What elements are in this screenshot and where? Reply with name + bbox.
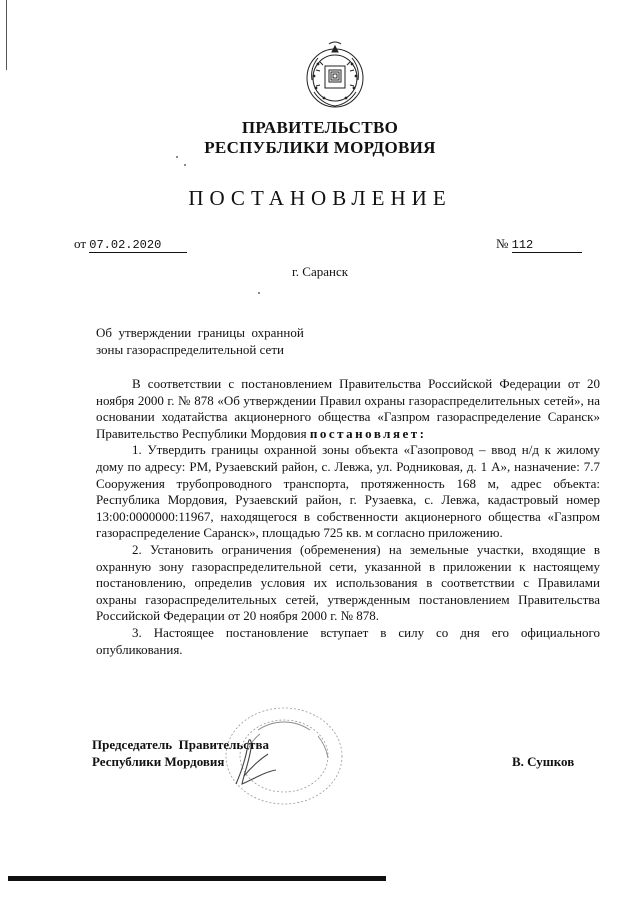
scan-speck xyxy=(176,156,178,158)
coat-of-arms-emblem xyxy=(302,40,368,110)
document-date xyxy=(74,236,187,253)
subject-line1: Об утверждении границы охранной xyxy=(96,325,304,340)
government-name-line1: ПРАВИТЕЛЬСТВО xyxy=(241,118,399,137)
preamble-text: В соответствии с постановлением Правительства Российской Федерации от 20 ноября 2000 г. № 878 «Об утверждении Правил охраны газораспределительных сетей», на основании ходатайства акционерного общества «Газпром газораспределение Саранск» Правительство Республики Мордовия xyxy=(96,376,600,441)
signatory-title xyxy=(92,736,269,770)
signatory-title-line2: Республики Мордовия xyxy=(92,754,225,769)
document-body xyxy=(96,376,600,658)
item-3-paragraph: 3. Настоящее постановление вступает в силу со дня его официального опубликования. xyxy=(96,624,600,657)
date-value: 07.02.2020 xyxy=(89,238,187,253)
scan-speck xyxy=(184,164,186,166)
number-value: 112 xyxy=(512,238,582,253)
scan-bottom-bar xyxy=(8,876,386,881)
scan-edge-line xyxy=(6,0,7,70)
signatory-title-line1: Председатель Правительства xyxy=(92,737,269,752)
number-prefix: № xyxy=(496,236,509,251)
preamble-paragraph xyxy=(96,376,600,442)
date-prefix: от xyxy=(74,236,87,251)
subject-line2: зоны газораспределительной сети xyxy=(96,342,284,357)
scan-speck xyxy=(258,292,260,294)
resolves-word: постановляет: xyxy=(309,425,427,441)
document-type-title: ПОСТАНОВЛЕНИЕ xyxy=(188,186,452,210)
document-subject xyxy=(96,324,356,358)
signatory-name: В. Сушков xyxy=(512,754,575,769)
issue-city: г. Саранск xyxy=(291,264,349,279)
item-1-paragraph: 1. Утвердить границы охранной зоны объекта «Газопровод – ввод н/д к жилому дому по адресу: РМ, Рузаевский район, с. Левжа, ул. Родниковая, д. 1 А», назначение: 7.7 Сооружения трубопроводного транспорта, протяженность 168 м, адрес объекта: Республика Мордовия, Рузаевский район, г. Рузаевка, с. Левжа, кадастровый номер 13:00:0000000:11967, находящегося в собственности акционерного общества «Газпром газораспределение Саранск», площадью 725 кв. м согласно приложению. xyxy=(96,442,600,541)
government-name-line2: РЕСПУБЛИКИ МОРДОВИЯ xyxy=(204,138,436,157)
document-number xyxy=(496,236,582,253)
item-2-paragraph: 2. Установить ограничения (обременения) на земельные участки, входящие в охранную зону газораспределительной сети, указанной в приложении к настоящему постановлению, определив условия их использования в соответствии с Правилами охраны газораспределительных сетей, утвержденным постановлением Правительства Российской Федерации от 20 ноября 2000 г. № 878. xyxy=(96,541,600,624)
